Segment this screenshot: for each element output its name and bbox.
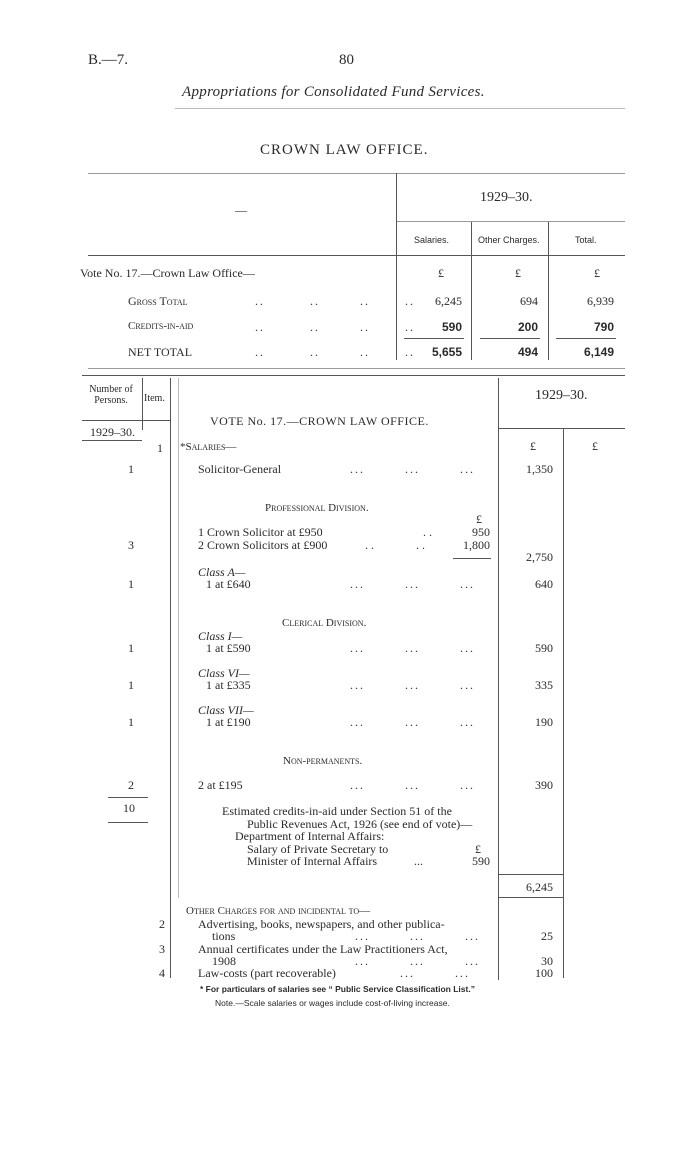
summary-vote-label: Vote No. 17.—Crown Law Office— [80,266,255,280]
credits-text-line: Salary of Private Secretary to [247,842,389,856]
clerical-division-heading: Clerical Division. [282,617,367,629]
persons-count: 3 [128,538,134,552]
currency-symbol: £ [592,439,598,453]
persons-count: 2 [128,778,134,792]
persons-count: 1 [128,678,134,692]
charge-line-label: tions [212,929,236,943]
total-persons: 10 [123,801,135,815]
page-number: 80 [339,52,354,68]
summary-salaries-value: 5,655 [431,345,462,359]
charge-line-label: 1908 [212,954,236,968]
salary-line-label: 2 at £195 [198,778,243,792]
leader-dots: ... ... ... [355,954,480,968]
summary-currency-salaries: £ [438,266,444,280]
header-rule [175,108,625,109]
leader-dots: ... ... ... [350,577,475,591]
persons-count: 1 [128,715,134,729]
summary-total-value: 6,149 [583,345,614,359]
salaries-heading: *Salaries— [180,441,237,453]
sub-amount: 950 [472,525,490,539]
leader-dots: . . . . [365,538,425,552]
leader-dots: ... ... ... [355,929,480,943]
footnote: * For particulars of salaries see “ Public Service Classification List.” [200,984,475,994]
credits-text-line: Public Revenues Act, 1926 (see end of vote)— [247,817,473,831]
leader-dots: ... ... ... [350,715,475,729]
salary-line-label: 2 Crown Solicitors at £900 [198,538,328,552]
salary-amount: 640 [535,577,553,591]
credits-amount: 590 [472,854,490,868]
vote-title: VOTE No. 17.—CROWN LAW OFFICE. [210,414,429,428]
currency-symbol: £ [476,512,482,526]
salary-amount: 335 [535,678,553,692]
charge-amount: 100 [535,966,553,980]
class-label: Class A— [198,565,246,579]
item-number: 4 [159,966,165,980]
col-other-header: Other Charges. [478,235,540,245]
salary-line-label: 1 at £190 [206,715,251,729]
page-subtitle: Appropriations for Consolidated Fund Services. [182,84,485,100]
salary-line-label: 1 at £335 [206,678,251,692]
salaries-total: 6,245 [526,880,553,894]
persons-count: 1 [128,641,134,655]
currency-symbol: £ [530,439,536,453]
summary-other-value: 494 [517,345,538,359]
professional-division-heading: Professional Division. [265,502,369,514]
summary-total-value: 790 [593,320,614,334]
credits-text-line: Minister of Internal Affairs [247,854,378,868]
sub-amount: 1,800 [463,538,490,552]
charge-amount: 25 [541,929,553,943]
leader-dots: .. .. .. .. [255,294,415,308]
summary-blank-cell: — [235,203,247,217]
leader-dots: ... ... ... [350,778,475,792]
leader-dots: .. .. .. .. [255,320,415,334]
credits-text-line: Estimated credits-in-aid under Section 51 of the [222,804,452,818]
page-reference: B.—7. [88,52,129,68]
credits-text-line: Department of Internal Affairs: [235,829,385,843]
summary-salaries-value: 6,245 [435,294,462,308]
leader-dots: ... [414,854,423,868]
currency-symbol: £ [475,842,481,856]
salary-amount: 590 [535,641,553,655]
note: Note.—Scale salaries or wages include cost-of-living increase. [215,998,450,1008]
leader-dots: ... ... ... [350,641,475,655]
summary-year: 1929–30. [480,190,533,205]
persons-count: 1 [128,462,134,476]
leader-dots: . . [423,525,432,539]
detail-year-right: 1929–30. [535,388,588,403]
summary-total-value: 6,939 [587,294,614,308]
salary-amount: 390 [535,778,553,792]
salary-amount: 190 [535,715,553,729]
salary-line-label: Solicitor-General [198,462,282,476]
col-total-header: Total. [575,235,597,245]
class-label: Class VI— [198,666,250,680]
salaries-item-number: 1 [157,441,163,455]
persons-count: 1 [128,577,134,591]
summary-salaries-value: 590 [441,320,462,334]
non-permanents-heading: Non-permanents. [283,755,363,767]
leader-dots: .. .. .. .. [255,345,415,359]
col-salaries-header: Salaries. [414,235,450,245]
summary-row-label: Credits-in-aid [128,320,194,332]
charge-line-label: Advertising, books, newspapers, and other publica- [198,917,445,931]
charge-line-label: Law-costs (part recoverable) [198,966,336,980]
class-label: Class I— [198,629,243,643]
item-number: 2 [159,917,165,931]
summary-currency-total: £ [594,266,600,280]
leader-dots: ... ... ... [350,678,475,692]
charge-amount: 30 [541,954,553,968]
salary-amount: 2,750 [526,550,553,564]
summary-currency-other: £ [515,266,521,280]
item-number: 3 [159,942,165,956]
salary-line-label: 1 at £590 [206,641,251,655]
col-item-header: Item. [144,393,165,404]
office-title: CROWN LAW OFFICE. [260,142,429,158]
salary-line-label: 1 at £640 [206,577,251,591]
leader-dots: ... ... [400,966,470,980]
salary-line-label: 1 Crown Solicitor at £950 [198,525,323,539]
other-charges-heading: Other Charges for and incidental to— [186,905,371,917]
summary-row-label: NET TOTAL [128,345,193,359]
summary-other-value: 200 [517,320,538,334]
charge-line-label: Annual certificates under the Law Practitioners Act, [198,942,448,956]
col-persons-header: Number of Persons. [89,384,133,406]
detail-year-left: 1929–30. [90,425,135,439]
leader-dots: ... ... ... [350,462,475,476]
class-label: Class VII— [198,703,254,717]
summary-row-label: Gross Total [128,294,188,308]
summary-other-value: 694 [520,294,538,308]
salary-amount: 1,350 [526,462,553,476]
